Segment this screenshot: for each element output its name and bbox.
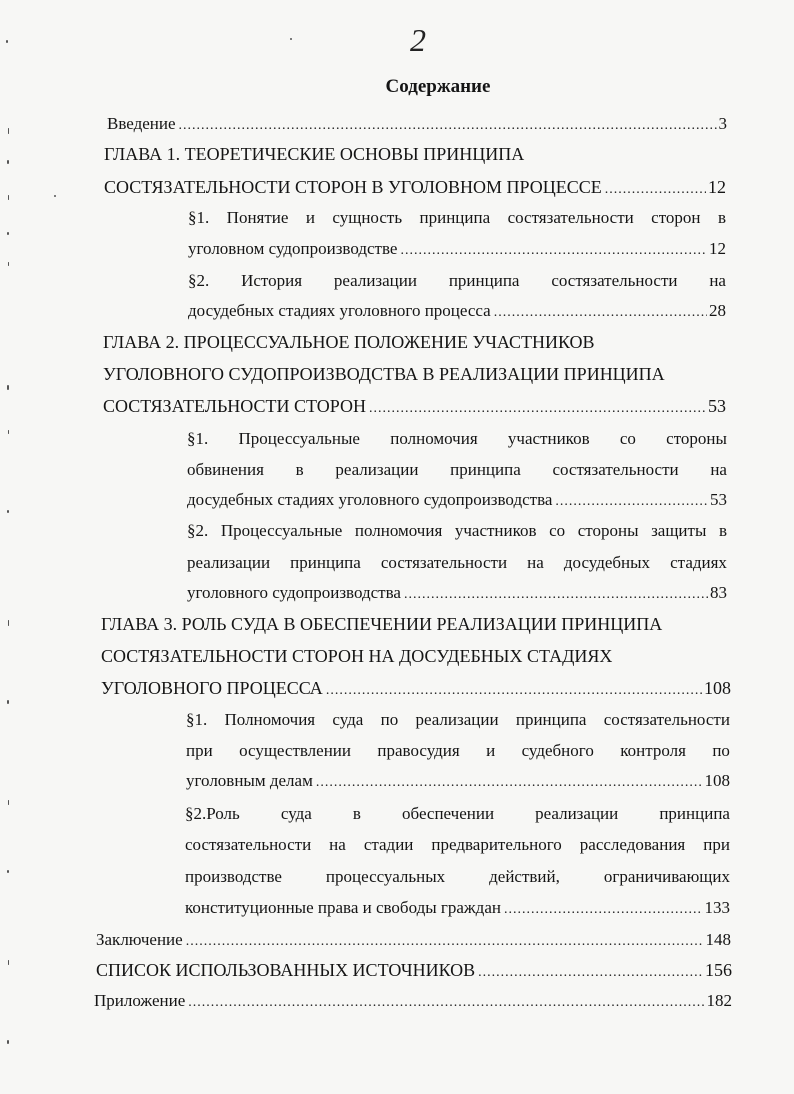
toc-entry-ch3-s1-line1 — [186, 709, 730, 731]
word: осуществлении — [239, 741, 351, 760]
toc-label: УГОЛОВНОГО ПРОЦЕССА — [101, 678, 323, 698]
toc-entry-ch1-s1 — [188, 238, 726, 262]
word: §2.Роль — [185, 804, 240, 823]
word: Полномочия — [224, 710, 316, 729]
toc-leader — [605, 179, 706, 201]
toc-label: Приложение — [94, 991, 186, 1010]
word: на — [709, 271, 726, 290]
toc-entry-ch2-s2-line1 — [187, 520, 727, 542]
page-title: Содержание — [385, 76, 491, 97]
word: состязательности — [551, 271, 678, 290]
word: расследования — [579, 835, 686, 854]
word: предварительного — [431, 835, 562, 854]
toc-entry-ch3-s2-line3 — [185, 866, 730, 888]
word: процессуальных — [325, 867, 446, 886]
page-number: 2 — [410, 22, 426, 58]
word: принципа — [448, 271, 520, 290]
toc-page: 83 — [710, 583, 727, 602]
word: Понятие — [226, 208, 289, 227]
word: §1. — [187, 429, 209, 448]
toc-page: 12 — [709, 239, 726, 258]
toc-page: 148 — [705, 930, 731, 949]
word: состязательности — [185, 835, 312, 854]
toc-leader — [326, 680, 702, 702]
word: §1. — [188, 208, 210, 227]
toc-leader — [179, 115, 717, 137]
toc-entry-ch2-s1 — [187, 489, 727, 513]
toc-entry-ch3-s2-line1 — [185, 803, 730, 825]
toc-leader — [404, 584, 708, 606]
word: состязательности — [603, 710, 730, 729]
word: при — [186, 741, 213, 760]
toc-leader — [478, 962, 703, 984]
word: состязательности — [507, 208, 634, 227]
word: и — [486, 741, 496, 760]
word: обеспечении — [402, 804, 495, 823]
toc-label: Введение — [107, 114, 176, 133]
word: правосудия — [377, 741, 460, 760]
word: по — [380, 710, 399, 729]
word: полномочия — [354, 521, 443, 540]
word: в — [717, 208, 726, 227]
word: суда — [332, 710, 364, 729]
chapter-3-heading-line1 — [101, 613, 662, 635]
toc-label: уголовным делам — [186, 771, 313, 790]
toc-page: 28 — [709, 301, 726, 320]
toc-entry-ch3-s2 — [185, 897, 730, 921]
word: участников — [454, 521, 537, 540]
toc-entry-ch3-s1 — [186, 770, 730, 794]
toc-label: уголовного судопроизводства — [187, 583, 401, 602]
chapter-2-heading-line1 — [103, 331, 595, 353]
word: на — [329, 835, 346, 854]
toc-page: 182 — [706, 991, 732, 1010]
word: в — [718, 521, 727, 540]
toc-label: СОСТЯЗАТЕЛЬНОСТИ СТОРОН НА ДОСУДЕБНЫХ СТАДИЯХ — [101, 646, 613, 666]
toc-page: 12 — [708, 177, 726, 197]
word: стадии — [363, 835, 414, 854]
word: обвинения — [187, 460, 264, 479]
toc-entry-ch2 — [103, 395, 726, 420]
toc-entry-ch1-s2-line1 — [188, 270, 726, 292]
word: принципа — [515, 710, 587, 729]
word: реализации — [415, 710, 499, 729]
word: защиты — [651, 521, 707, 540]
word: реализации — [335, 460, 419, 479]
toc-label: досудебных стадиях уголовного процесса — [188, 301, 491, 320]
toc-page: 108 — [704, 678, 731, 698]
word: и — [305, 208, 315, 227]
word: §2. — [187, 521, 209, 540]
toc-label: УГОЛОВНОГО СУДОПРОИЗВОДСТВА В РЕАЛИЗАЦИИ ПРИНЦИПА — [103, 364, 665, 384]
word: принципа — [419, 208, 491, 227]
toc-label: ГЛАВА 3. РОЛЬ СУДА В ОБЕСПЕЧЕНИИ РЕАЛИЗАЦИИ ПРИНЦИПА — [101, 614, 663, 634]
toc-label: конституционные права и свободы граждан — [185, 898, 501, 917]
toc-entry-sources — [96, 959, 732, 984]
toc-page: 53 — [710, 490, 727, 509]
toc-leader — [555, 491, 708, 513]
toc-entry-ch3-s1-line2 — [186, 740, 730, 762]
toc-label: уголовном судопроизводстве — [188, 239, 398, 258]
word: сущность — [332, 208, 403, 227]
word: реализации — [187, 553, 271, 572]
toc-entry-conclusion — [96, 929, 731, 953]
word: ограничивающих — [603, 867, 730, 886]
word: суда — [280, 804, 312, 823]
toc-entry-ch2-s1-line1 — [187, 428, 727, 450]
word: сторон — [651, 208, 701, 227]
toc-label: СПИСОК ИСПОЛЬЗОВАННЫХ ИСТОЧНИКОВ — [96, 960, 476, 980]
word: контроля — [620, 741, 686, 760]
word: Процессуальные — [238, 429, 360, 448]
toc-entry-ch1 — [104, 176, 726, 201]
word: стадиях — [670, 553, 727, 572]
word: §1. — [186, 710, 208, 729]
toc-leader — [188, 992, 704, 1014]
toc-entry-appendix — [94, 990, 732, 1014]
toc-entry-ch1-s1-line1 — [188, 207, 726, 229]
word: судебного — [521, 741, 594, 760]
toc-entry-ch2-s1-line2 — [187, 459, 727, 481]
toc-label: ГЛАВА 2. ПРОЦЕССУАЛЬНОЕ ПОЛОЖЕНИЕ УЧАСТНИКОВ — [103, 332, 595, 352]
word: История — [241, 271, 303, 290]
toc-label: ГЛАВА 1. ТЕОРЕТИЧЕСКИЕ ОСНОВЫ ПРИНЦИПА — [104, 144, 525, 164]
toc-entry-ch1-s2 — [188, 300, 726, 324]
toc-entry-ch3 — [101, 677, 731, 702]
toc-entry-intro — [107, 113, 727, 137]
toc-label: СОСТЯЗАТЕЛЬНОСТИ СТОРОН В УГОЛОВНОМ ПРОЦЕССЕ — [104, 177, 602, 197]
toc-page: 156 — [705, 960, 732, 980]
word: в — [295, 460, 304, 479]
toc-page: 108 — [704, 771, 730, 790]
word: §2. — [188, 271, 210, 290]
toc-leader — [400, 240, 707, 262]
word: на — [527, 553, 544, 572]
word: действий, — [489, 867, 560, 886]
word: участников — [507, 429, 590, 448]
toc-entry-ch2-s2-line2 — [187, 552, 727, 574]
chapter-3-heading-line2 — [101, 645, 612, 667]
word: при — [703, 835, 730, 854]
word: принципа — [659, 804, 730, 823]
word: состязательности — [380, 553, 508, 572]
word: реализации — [333, 271, 417, 290]
word: Процессуальные — [220, 521, 343, 540]
word: на — [710, 460, 727, 479]
toc-page: 3 — [718, 114, 727, 133]
toc-leader — [186, 931, 704, 953]
word: принципа — [450, 460, 521, 479]
word: со — [619, 429, 636, 448]
toc-leader — [504, 899, 703, 921]
word: досудебных — [563, 553, 651, 572]
word: в — [352, 804, 361, 823]
toc-leader — [494, 302, 707, 324]
word: стороны — [577, 521, 639, 540]
word: по — [712, 741, 730, 760]
toc-label: досудебных стадиях уголовного судопроизводства — [187, 490, 553, 509]
toc-entry-ch3-s2-line2 — [185, 834, 730, 856]
word: реализации — [535, 804, 619, 823]
word: со — [549, 521, 566, 540]
toc-page: 53 — [708, 396, 726, 416]
word: стороны — [666, 429, 727, 448]
word: состязательности — [552, 460, 679, 479]
word: полномочия — [390, 429, 478, 448]
toc-entry-ch2-s2 — [187, 582, 727, 606]
toc-page: 133 — [704, 898, 730, 917]
toc-leader — [369, 398, 706, 420]
chapter-1-heading — [104, 143, 524, 165]
toc-label: СОСТЯЗАТЕЛЬНОСТИ СТОРОН — [103, 396, 366, 416]
chapter-2-heading-line2 — [103, 363, 665, 385]
word: принципа — [290, 553, 361, 572]
toc-label: Заключение — [96, 930, 183, 949]
toc-leader — [316, 772, 703, 794]
word: производстве — [185, 867, 282, 886]
